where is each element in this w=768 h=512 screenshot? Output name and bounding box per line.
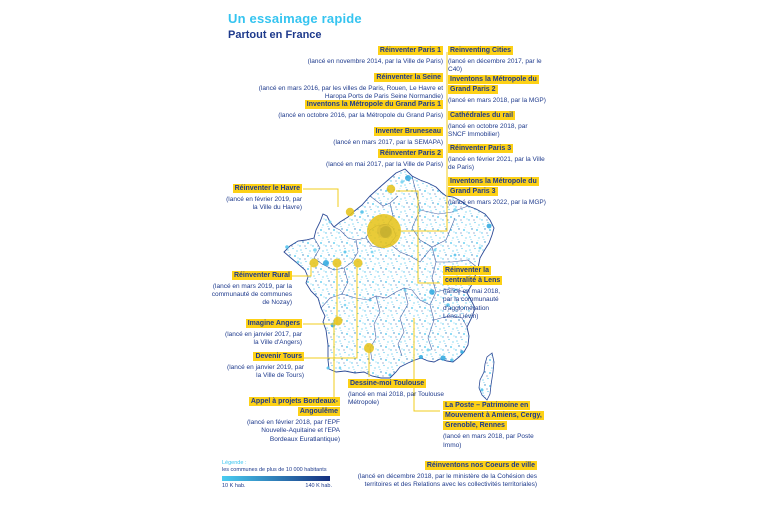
annotation-la-poste: La Poste – Patrimoine en Mouvement à Amiens, Cergy, Grenoble, Rennes (lancé en mars 2018, par Poste Immo)	[443, 402, 542, 449]
annotation-dessine-moi-toulouse: Dessine-moi Toulouse (lancé en mai 2018, par Toulouse Métropole)	[348, 380, 444, 407]
marker-le-havre	[346, 208, 354, 216]
page-subtitle: Partout en France	[228, 29, 322, 41]
header	[228, 11, 362, 41]
annotation-devenir-tours: Devenir Tours (lancé en janvier 2019, par la Ville de Tours)	[227, 353, 304, 380]
annotation-bordeaux-angouleme: Appel à projets Bordeaux-Angoulême (lancé en février 2018, par l'EPF Nouvelle-Aquitaine et l'EPA Bordeaux Euratlantique)	[246, 398, 340, 443]
annotation-reinventer-paris-2: Réinventer Paris 2 (lancé en mai 2017, par la Ville de Paris)	[326, 150, 443, 169]
legend-gradient-bar	[222, 476, 330, 481]
connector-le-havre	[303, 189, 338, 207]
annotation-centralite-lens: Réinventer la centralité à Lens (lancé en mai 2018, par la communauté d'agglomération Lens-Liévin)	[443, 267, 501, 320]
marker-toulouse	[364, 343, 374, 353]
annotation-inventons-mgp-2: Inventons la Métropole du Grand Paris 2 (lancé en mars 2018, par la MGP)	[448, 76, 546, 105]
legend-subtitle: les communes de plus de 10 000 habitants	[222, 467, 327, 473]
annotation-reinventing-cities: Reinventing Cities (lancé en décembre 2017, par le C40)	[448, 47, 542, 74]
annotation-imagine-angers: Imagine Angers (lancé en janvier 2017, par la Ville d'Angers)	[225, 320, 302, 347]
annotation-cathedrales-du-rail: Cathédrales du rail (lancé en octobre 2018, par SNCF Immobilier)	[448, 112, 528, 139]
annotation-reinventer-paris-3: Réinventer Paris 3 (lancé en février 2021, par la Ville de Paris)	[448, 145, 545, 172]
legend-title: Légende :	[222, 460, 247, 466]
legend-min-label: 10 K hab.	[222, 483, 246, 489]
marker-bordeaux	[334, 317, 343, 326]
marker-paris-core	[377, 224, 391, 238]
page-title: Un essaimage rapide	[228, 11, 362, 26]
marker-angers	[333, 259, 342, 268]
legend-max-label: 140 K hab.	[305, 483, 332, 489]
corsica	[479, 353, 494, 400]
annotation-inventons-mgp-3: Inventons la Métropole du Grand Paris 3 (lancé en mars 2022, par la MGP)	[448, 178, 546, 207]
marker-amiens-lens	[387, 185, 395, 193]
annotation-inventer-bruneseau: Inventer Bruneseau (lancé en mars 2017, par la SEMAPA)	[333, 128, 443, 147]
annotation-reinventer-rural: Réinventer Rural (lancé en mars 2019, par la communauté de communes de Nozay)	[211, 272, 292, 307]
annotation-inventons-mgp-1: Inventons la Métropole du Grand Paris 1 (lancé en octobre 2016, par la Métropole du Grand Paris)	[278, 101, 443, 120]
marker-nozay	[310, 259, 319, 268]
annotation-reinventer-la-seine: Réinventer la Seine (lancé en mars 2016, par les villes de Paris, Rouen, Le Havre et Haropa Ports de Paris Seine Normandie)	[258, 74, 443, 101]
annotation-reinventer-le-havre: Réinventer le Havre (lancé en février 2019, par la Ville du Havre)	[226, 185, 302, 212]
annotation-reinventer-paris-1: Réinventer Paris 1 (lancé en novembre 2014, par la Ville de Paris)	[307, 47, 443, 66]
annotation-coeurs-de-ville: Réinventons nos Coeurs de ville (lancé en décembre 2018, par le ministère de la Cohésion des territoires et des Relations avec les collectivités territoriales)	[357, 462, 537, 489]
marker-tours	[354, 259, 363, 268]
legend	[222, 460, 332, 489]
